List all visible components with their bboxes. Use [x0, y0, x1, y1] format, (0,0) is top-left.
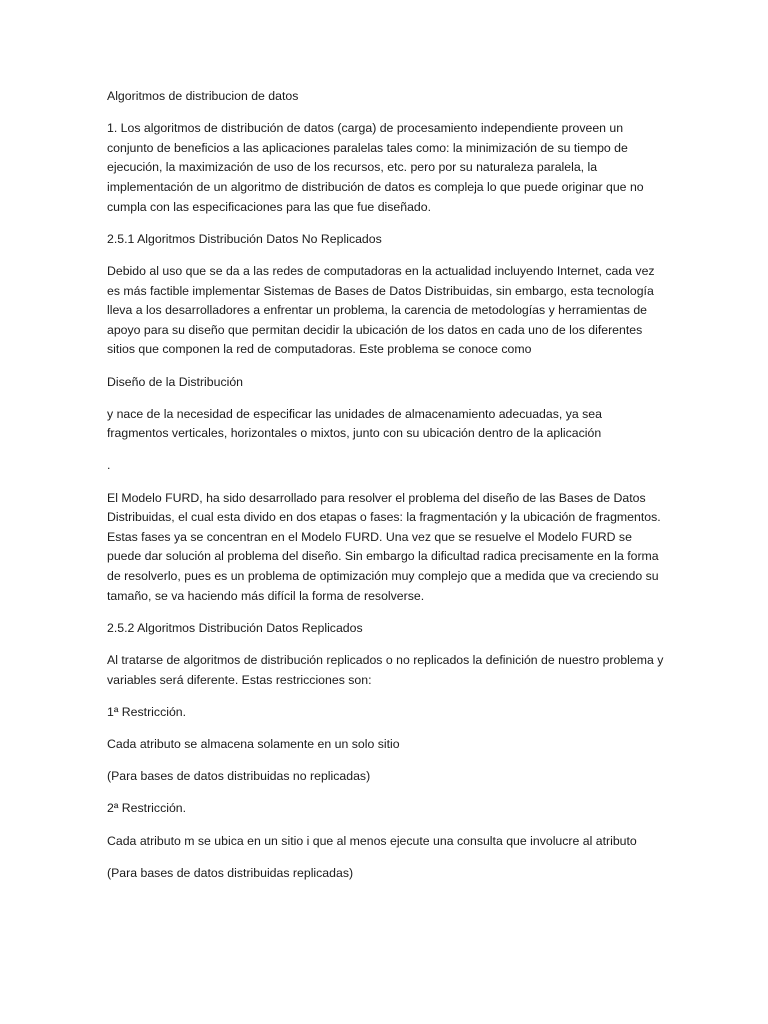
paragraph-intro: 1. Los algoritmos de distribución de datos (carga) de procesamiento independiente proveen un conjunto de beneficios a las aplicaciones paralelas tales como: la minimización de su tiempo de ejecución, la maximización de uso de los recursos, etc. pero por su naturaleza paralela, la implementación de un algoritmo de distribución de datos es compleja lo que puede originar que no cumpla con las especificaciones para las que fue diseñado. [107, 121, 644, 214]
document-page [107, 87, 665, 896]
paragraph-dot: . [107, 458, 111, 473]
restriction-1-note: (Para bases de datos distribuidas no replicadas) [107, 769, 371, 784]
paragraph-networks: Debido al uso que se da a las redes de computadoras en la actualidad incluyendo Internet, cada vez es más factible implementar Sistemas de Bases de Datos Distribuidas, sin embargo, esta tecnología lleva a los desarrolladores a enfrentar un problema, la carencia de metodologías y herramientas de apoyo para su diseño que permitan decidir la ubicación de los datos en cada uno de los diferentes sitios que componen la red de computadoras. Este problema se conoce como [107, 263, 655, 357]
document-title: Algoritmos de distribucion de datos [107, 89, 299, 103]
paragraph-storage-units: y nace de la necesidad de especificar las unidades de almacenamiento adecuadas, ya sea fragmentos verticales, horizontales o mixtos, junto con su ubicación dentro de la aplicación [107, 406, 602, 441]
restriction-1-heading: 1ª Restricción. [107, 704, 187, 719]
restriction-2-text: Cada atributo m se ubica en un sitio i que al menos ejecute una consulta que involucre al atributo [107, 833, 637, 848]
restriction-1-text: Cada atributo se almacena solamente en un solo sitio [107, 736, 400, 751]
paragraph-furd-model: El Modelo FURD, ha sido desarrollado para resolver el problema del diseño de las Bases de Datos Distribuidas, el cual esta divido en dos etapas o fases: la fragmentación y la ubicación de fragmentos. Estas fases ya se concentran en el Modelo FURD. Una vez que se resuelve el Modelo FURD se puede dar solución al problema del diseño. Sin embargo la dificultad radica precisamente en la forma de resolverlo, pues es un problema de optimización muy complejo que a medida que va creciendo su tamaño, se va haciendo más difícil la forma de resolverse. [107, 490, 661, 603]
subheading-distribution-design: Diseño de la Distribución [107, 374, 244, 389]
restriction-2-note: (Para bases de datos distribuidas replicadas) [107, 865, 354, 880]
paragraph-restrictions-intro: Al tratarse de algoritmos de distribución replicados o no replicados la definición de nuestro problema y variables será diferente. Estas restricciones son: [107, 653, 664, 687]
section-heading-non-replicated: 2.5.1 Algoritmos Distribución Datos No Replicados [107, 231, 382, 246]
section-heading-replicated: 2.5.2 Algoritmos Distribución Datos Replicados [107, 620, 363, 635]
restriction-2-heading: 2ª Restricción. [107, 801, 187, 816]
